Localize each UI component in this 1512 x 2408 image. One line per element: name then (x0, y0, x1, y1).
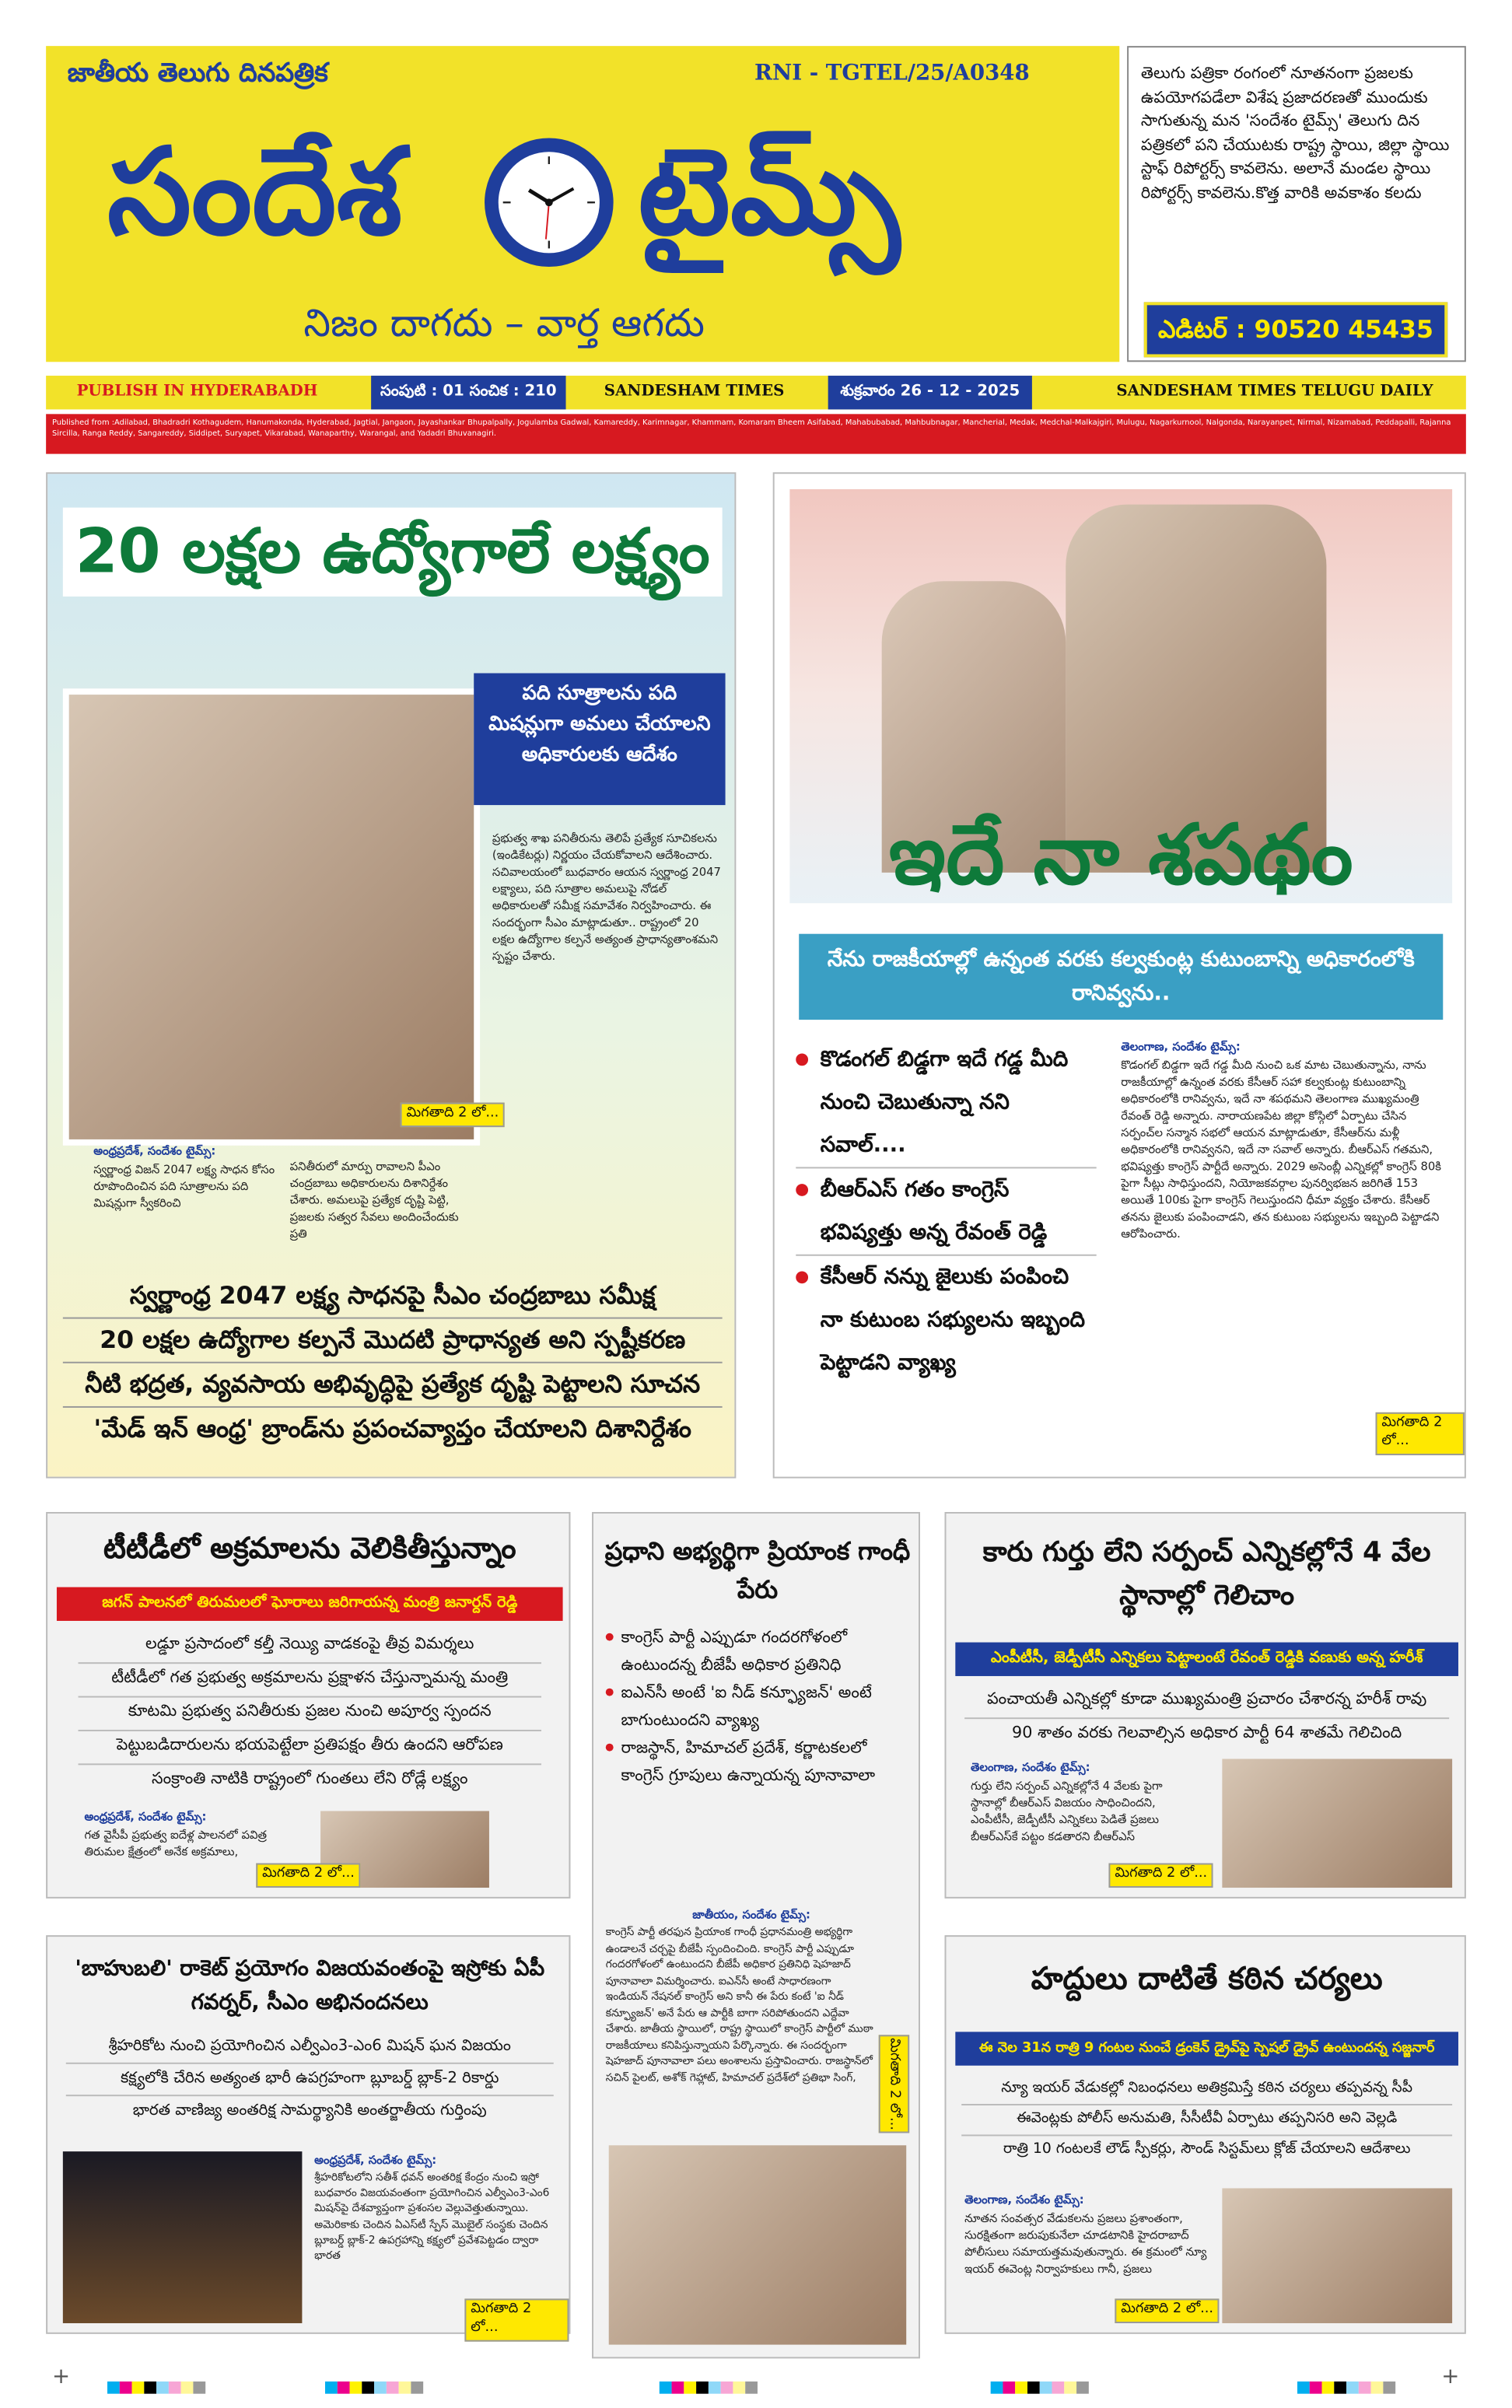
story3-lines (79, 1630, 541, 1797)
story-revanth (773, 472, 1466, 1478)
story1-points (63, 1274, 723, 1451)
story1-point: స్వర్ణాంధ్ర 2047 లక్ష్య సాధనపై సీఎం చంద్రబాబు సమీక్ష (63, 1274, 723, 1318)
story4-body: కాంగ్రెస్ పార్టీ తరఫున ప్రియాంక గాంధీ ప్రధానమంత్రి అభ్యర్థిగా ఉండాలనే చర్చపై బీజేపీ స్పందించింది. కాంగ్రెస్ పార్టీ ఎప్పుడూ గందరగోళంలో ఉంటుందని బీజేపీ అధికార ప్రతినిధి షెహజాద్ పూనావాలా విమర్శించారు. ఐఎన్‌సీ అంటే సాధారణంగా ఇండియన్ నేషనల్ కాంగ్రెస్ అని కానీ ఈ పేరు కంటే 'ఐ నీడ్ కన్ఫ్యూజన్' అనే పేరు ఆ పార్టీకి బాగా సరిపోతుందని ఎద్దేవా చేశారు. జాతీయ స్థాయిలో, రాష్ట్ర స్థాయిలో కాంగ్రెస్ పార్టీలో ముఠా రాజకీయాలు కనిపిస్తున్నాయని పేర్కొన్నారు. ఈ సందర్భంగా షెహజాద్ పూనావాలా పలు అంశాలను ప్రస్తావించారు. రాజస్థాన్‌లో సచిన్ పైలట్, అశోక్ గెహ్లాట్, హిమాచల్ ప్రదేశ్‌లో ప్రతిభా సింగ్, (605, 1926, 873, 2084)
published-from-bar: Published from :Adilabad, Bhadradri Kothagudem, Hanumakonda, Hyderabad, Jagtial, Jangaon, Jayashankar Bhupalpally, Jogulamba Gadwal, Kamareddy, Karimnagar, Khammam, Komaram Bheem Asifabad, Mahabubabad, Mahbubnagar, Mancherial, Medak, Medchal-Malkajgiri, Mulugu, Nagarkurnool, Nalgonda, Narayanpet, Nirmal, Nizamabad, Peddapalli, Rajanna Sircilla, Ranga Reddy, Sangareddy, Siddipet, Suryapet, Vikarabad, Wanaparthy, Warangal, and Yadadri Bhuvanagiri. (46, 414, 1466, 453)
story5-line: 90 శాతం వరకు గెలవాల్సిన అధికార పార్టీ 64 శాతమే గెలిచింది (1012, 1724, 1402, 1742)
bullet-icon (606, 1633, 614, 1641)
bullet-icon (606, 1689, 614, 1696)
recruitment-ad (1127, 46, 1466, 362)
daily-name: SANDESHAM TIMES TELUGU DAILY (1116, 383, 1433, 401)
story3-headline: టీటీడీలో అక్రమాలను వెలికితీస్తున్నాం (103, 1531, 516, 1566)
story1-body-col1: పనితీరులో మార్పు రావాలని పీఎం చంద్రబాబు అధికారులను దిశానిర్దేశం చేశారు. అమలుపై ప్రత్యేక దృష్టి పెట్టి, ప్రజలకు సత్వర సేవలు అందించేందుకు ప్రతి (289, 1159, 459, 1241)
masthead-title-part2: టైమ్స్ (638, 124, 901, 263)
story3-body: గత వైసీపీ ప్రభుత్వ ఐదేళ్ల పాలనలో పవిత్ర తిరుమల క్షేత్రంలో అనేక అక్రమాలు, (84, 1828, 267, 1859)
bullet-icon (796, 1271, 808, 1283)
story1-byline: అంధ్రప్రదేశ్, సందేశం టైమ్స్: (93, 1143, 216, 1158)
story4-continued: మిగతాది 2 లో... (879, 2035, 909, 2133)
story4-bullet: రాజస్థాన్, హిమాచల్ ప్రదేశ్, కర్ణాటకలలో కాంగ్రెస్ గ్రూపులు ఉన్నాయన్న పూనావాలా (621, 1738, 876, 1785)
story5-lines (964, 1685, 1449, 1752)
rocket-launch-photo (63, 2151, 303, 2323)
color-bar (107, 2371, 205, 2399)
story2-byline: తెలంగాణ, సందేశం టైమ్స్: (1121, 1039, 1241, 1054)
issue-number: సంపుటి : 01 సంచిక : 210 (371, 376, 565, 409)
clock-logo-icon (485, 138, 614, 267)
color-bar (325, 2371, 423, 2399)
story2-body: కొడంగల్ బిడ్డగా ఇదే గడ్డ మీది నుంచి ఒక మాట చెబుతున్నాను, నాను రాజకీయాల్లో ఉన్నంత వరకు కేసీఆర్ సహా కల్వకుంట్ల కుటుంబాన్ని అధికారంలోకి రానివ్వను, ఇదే నా శపథమని తెలంగాణ ముఖ్యమంత్రి రేవంత్ రెడ్డి అన్నారు. నారాయణపేట జిల్లా కోస్గిలో ఏర్పాటు చేసిన సర్పంచ్‌ల సన్మాన సభలో ఆయన మాట్లాడుతూ, కేసీఆర్‌ను మళ్లీ అధికారంలోకి రానివ్వనని, ఇదే నా సవాల్ అన్నారు. బీఆర్ఎస్ గతమని, భవిష్యత్తు కాంగ్రెస్ పార్టీదే అన్నారు. 2029 అసెంబ్లీ ఎన్నికల్లో కాంగ్రెస్ 80కి పైగా సీట్లు సాధిస్తుందని, నియోజకవర్గాల పునర్విభజన జరిగితే 153 అయితే 100కు పైగా కాంగ్రెస్ గెలుస్తుందని ధీమా వ్యక్తం చేశారు. కేసీఆర్ తనను జైలుకు పంపించాడని, తన కుటుంబ సభ్యులను ఇబ్బంది పెట్టాడని ఆరోపించారు. (1121, 1058, 1441, 1241)
story1-point: 20 లక్షల ఉద్యోగాల కల్పనే మొదటి ప్రాధాన్యత అని స్పష్టీకరణ (63, 1319, 723, 1363)
story7-lines (961, 2075, 1452, 2165)
story-harish (945, 1512, 1466, 1899)
masthead-title-part1: సందేశ (107, 124, 403, 263)
story2-bullet: కొడంగల్ బిడ్డగా ఇదే గడ్డ మీది నుంచి చెబుతున్నా నని సవాల్.... (820, 1047, 1069, 1158)
story5-body: గుర్తు లేని సర్పంచ్ ఎన్నికల్లోనే 4 వేలకు పైగా స్థానాల్లో బీఆర్ఎస్ విజయం సాధించిందని, ఎంపీటీసీ, జెడ్పీటీసీ ఎన్నికలు పెడితే ప్రజలు బీఆర్ఎస్‌కే పట్టం కడతారని బీఆర్ఎస్ (971, 1779, 1163, 1843)
story3-line: సంక్రాంతి నాటికి రాష్ట్రంలో గుంతలు లేని రోడ్లే లక్ష్యం (152, 1769, 468, 1788)
story1-point: 'మేడ్ ఇన్ ఆంధ్ర' బ్రాండ్‌ను ప్రపంచవ్యాప్తం చేయాలని దిశానిర్దేశం (93, 1413, 691, 1444)
story3-subheading: జగన్ పాలనలో తిరుమలలో ఘోరాలు జరిగాయన్న మంత్రి జనార్దన్ రెడ్డి (57, 1587, 563, 1621)
story1-subheading: పది సూత్రాలను పది మిషన్లుగా అమలు చేయాలని అధికారులకు ఆదేశం (474, 674, 725, 806)
issue-date: శుక్రవారం 26 - 12 - 2025 (828, 376, 1032, 409)
masthead-slogan: నిజం దాగదు – వార్త ఆగదు (303, 300, 705, 345)
chandrababu-photo (63, 688, 480, 1146)
info-strip (46, 376, 1466, 409)
bullet-icon (796, 1053, 808, 1066)
story5-line: పంచాయతీ ఎన్నికల్లో కూడా ముఖ్యమంత్రి ప్రచారం చేశారన్న హరీశ్ రావు (964, 1685, 1449, 1719)
story1-point: నీటి భద్రత, వ్యవసాయ అభివృద్ధిపై ప్రత్యేక దృష్టి పెట్టాలని సూచన (63, 1363, 723, 1408)
story3-byline: అంధ్రప్రదేశ్, సందేశం టైమ్స్: (84, 1809, 207, 1824)
rni-number: RNI - TGTEL/25/A0348 (754, 61, 1030, 86)
story6-line: కక్ష్యలోకి చేరిన అత్యంత భారీ ఉపగ్రహంగా బ్లూబర్డ్ బ్లాక్-2 రికార్డు (66, 2064, 554, 2096)
story6-headline: 'బాహుబలి' రాకెట్ ప్రయోగం విజయవంతంపై ఇస్రోకు ఏపీ గవర్నర్, సీఎం అభినందనలు (75, 1956, 545, 2015)
story7-line: న్యూ ఇయర్ వేడుకల్లో నిబంధనలు అతిక్రమిస్తే కఠిన చర్యలు తప్పవన్న సీపీ (961, 2075, 1452, 2105)
story4-bullet: ఐఎన్‌సీ అంటే 'ఐ నీడ్ కన్ఫ్యూజన్' అంటే బాగుంటుందని వ్యాఖ్య (621, 1683, 872, 1730)
crosshair-icon: + (52, 2364, 71, 2389)
story1-continued: మిగతాది 2 లో... (401, 1103, 506, 1128)
story1-body-col2: ప్రభుత్వ శాఖ పనితీరును తెలిపే ప్రత్యేక సూచికలను (ఇండికేటర్లు) నిర్ణయం చేయకోవాలని ఆదేశించారు. సచివాలయంలో బుధవారం ఆయన స్వర్ణాంధ్ర 2047 లక్ష్యాలు, పది సూత్రాల అమలుపై నోడల్ అధికారులతో సమీక్ష సమావేశం నిర్వహించారు. ఈ సందర్భంగా సీఎం మాట్లాడుతూ.. రాష్ట్రంలో 20 లక్షల ఉద్యోగాల కల్పనే అత్యంత ప్రాధాన్యతాంశమని స్పష్టం చేశారు. (492, 831, 721, 964)
color-bar (660, 2371, 758, 2399)
story2-continued: మిగతాది 2 లో... (1376, 1412, 1465, 1455)
story4-headline: ప్రధాని అభ్యర్థిగా ప్రియాంక గాంధీ పేరు (604, 1536, 911, 1605)
story6-line: శ్రీహరికోట నుంచి ప్రయోగించిన ఎల్వీఎం3-ఎం6 మిషన్ ఘన విజయం (66, 2032, 554, 2063)
story6-byline: అంధ్రప్రదేశ్, సందేశం టైమ్స్: (314, 2153, 437, 2167)
story7-headline: హద్దులు దాటితే కఠిన చర్యలు (1031, 1959, 1383, 1997)
masthead-tagline: జాతీయ తెలుగు దినపత్రిక (67, 58, 328, 89)
bullet-icon (606, 1744, 614, 1752)
story1-lead: స్వర్ణాంధ్ర విజన్ 2047 లక్ష్య సాధన కోసం రూపొందించిన పది సూత్రాలను పది మిషన్లుగా స్వీకరించి (93, 1162, 275, 1210)
story6-lines (66, 2032, 554, 2126)
story-ttd (46, 1512, 570, 1899)
story2-headline: ఇదే నా శపథం (888, 807, 1353, 904)
story6-line: భారత వాణిజ్య అంతరిక్ష సామర్థ్యానికి అంతర్జాతీయ గుర్తింపు (132, 2102, 487, 2119)
story7-continued: మిగతాది 2 లో... (1115, 2298, 1220, 2323)
story7-body: నూతన సంవత్సర వేడుకలను ప్రజలు ప్రశాంతంగా, సురక్షితంగా జరుపుకునేలా చూడటానికి హైదరాబాద్ పోలీసులు సమాయత్తమవుతున్నారు. ఈ క్రమంలో న్యూ ఇయర్ ఈవెంట్ల నిర్వాహకులు గానీ, ప్రజలు (964, 2211, 1207, 2276)
story-priyanka (592, 1512, 920, 2358)
story2-subheading: నేను రాజకీయాల్లో ఉన్నంత వరకు కల్వకుంట్ల కుటుంబాన్ని అధికారంలోకి రానివ్వను.. (799, 934, 1443, 1020)
story2-bullets (796, 1038, 1096, 1385)
story1-headline: 20 లక్షల ఉద్యోగాలే లక్ష్యం (63, 508, 723, 597)
priyanka-photo (609, 2145, 906, 2344)
story5-subheading: ఎంపీటీసీ, జెడ్పీటీసీ ఎన్నికలు పెట్టాలంటే రేవంత్ రెడ్డికి వణుకు అన్న హరీశ్ (955, 1643, 1458, 1676)
harish-photo (1222, 1759, 1452, 1888)
recruitment-ad-text: తెలుగు పత్రికా రంగంలో నూతనంగా ప్రజలకు ఉపయోగపడేలా విశేష ప్రజాదరణతో ముందుకు సాగుతున్న మన 'సందేశం టైమ్స్' తెలుగు దిన పత్రికలో పని చేయుటకు రాష్ట్ర స్థాయి, జిల్లా స్థాయి స్టాఫ్ రిపోర్టర్స్ కావలెను. అలానే మండల స్థాయి రిపోర్టర్స్ కావలెను.కొత్త వారికి అవకాశం కలదు (1140, 64, 1450, 202)
story3-line: పెట్టుబడిదారులను భయపెట్టేలా ప్రతిపక్షం తీరు ఉందని ఆరోపణ (79, 1731, 541, 1765)
story-isro (46, 1935, 570, 2334)
story7-byline: తెలంగాణ, సందేశం టైమ్స్: (964, 2193, 1084, 2207)
story5-byline: తెలంగాణ, సందేశం టైమ్స్: (971, 1760, 1090, 1775)
story4-bullet: కాంగ్రెస్ పార్టీ ఎప్పుడూ గందరగోళంలో ఉంటుందన్న బీజేపీ అధికార ప్రతినిధి (621, 1628, 848, 1675)
story2-bullet: కేసీఆర్ నన్ను జైలుకు పంపించి నా కుటుంబ సభ్యులను ఇబ్బంది పెట్టాడని వ్యాఖ్య (820, 1265, 1085, 1376)
story7-subheading: ఈ నెల 31న రాత్రి 9 గంటల నుంచే డ్రంకెన్ డ్రైవ్‌పై స్పెషల్ డ్రైవ్ ఉంటుందన్న సజ్జనార్ (955, 2032, 1458, 2065)
story-chandrababu (46, 472, 736, 1478)
print-registration-marks (0, 2361, 1512, 2404)
story-sajjanar (945, 1935, 1466, 2334)
story5-continued: మిగతాది 2 లో... (1108, 1863, 1213, 1888)
story4-bullets (606, 1624, 909, 1790)
bullet-icon (796, 1184, 808, 1196)
masthead (46, 46, 1119, 362)
story7-line: ఈవెంట్లకు పోలీస్ అనుమతి, సీసీటీవీ ఏర్పాటు తప్పనిసరి అని వెల్లడి (961, 2105, 1452, 2136)
story7-line: రాత్రి 10 గంటలకే లౌడ్ స్పీకర్లు, సౌండ్ సిస్టమ్‌లు క్లోజ్ చేయాలని ఆదేశాలు (1003, 2140, 1411, 2158)
story6-body: శ్రీహరికోటలోని సతీశ్ ధవన్ అంతరిక్ష కేంద్రం నుంచి ఇస్రో బుధవారం విజయవంతంగా ప్రయోగించిన ఎల్వీఎం3-ఎం6 మిషన్‌పై దేశవ్యాప్తంగా ప్రశంసల వెల్లువెత్తుతున్నాయి. అమెరికాకు చెందిన ఏఎస్‌టీ స్పేస్ మొబైల్ సంస్థకు చెందిన బ్లూబర్డ్ బ్లాక్-2 ఉపగ్రహాన్ని కక్ష్యలో ప్రవేశపెట్టడం ద్వారా భారత (314, 2171, 550, 2263)
editor-phone: ఎడిటర్ : 90520 45435 (1144, 302, 1447, 357)
story6-continued: మిగతాది 2 లో... (464, 2298, 569, 2341)
crosshair-icon: + (1441, 2364, 1460, 2389)
story4-byline: జాతీయం, సందేశం టైమ్స్: (692, 1907, 810, 1922)
sajjanar-photo (1222, 2188, 1452, 2323)
story3-line: టీటీడీలో గత ప్రభుత్వ అక్రమాలను ప్రక్షాళన చేస్తున్నామన్న మంత్రి (79, 1664, 541, 1697)
story3-line: లడ్డూ ప్రసాదంలో కల్తీ నెయ్యి వాడకంపై తీవ్ర విమర్శలు (79, 1630, 541, 1664)
story2-bullet: బీఆర్ఎస్ గతం కాంగ్రెస్ భవిష్యత్తు అన్న రేవంత్ రెడ్డి (820, 1178, 1048, 1245)
color-bar (991, 2371, 1089, 2399)
publish-location: PUBLISH IN HYDERABADH (76, 383, 318, 401)
story3-continued: మిగతాది 2 లో... (256, 1863, 361, 1888)
color-bar (1297, 2371, 1395, 2399)
brand-name: SANDESHAM TIMES (604, 383, 785, 401)
story5-headline: కారు గుర్తు లేని సర్పంచ్ ఎన్నికల్లోనే 4 వేల స్థానాల్లో గెలిచాం (982, 1536, 1431, 1612)
story3-line: కూటమి ప్రభుత్వ పనితీరుకు ప్రజల నుంచి అపూర్వ స్పందన (79, 1698, 541, 1731)
